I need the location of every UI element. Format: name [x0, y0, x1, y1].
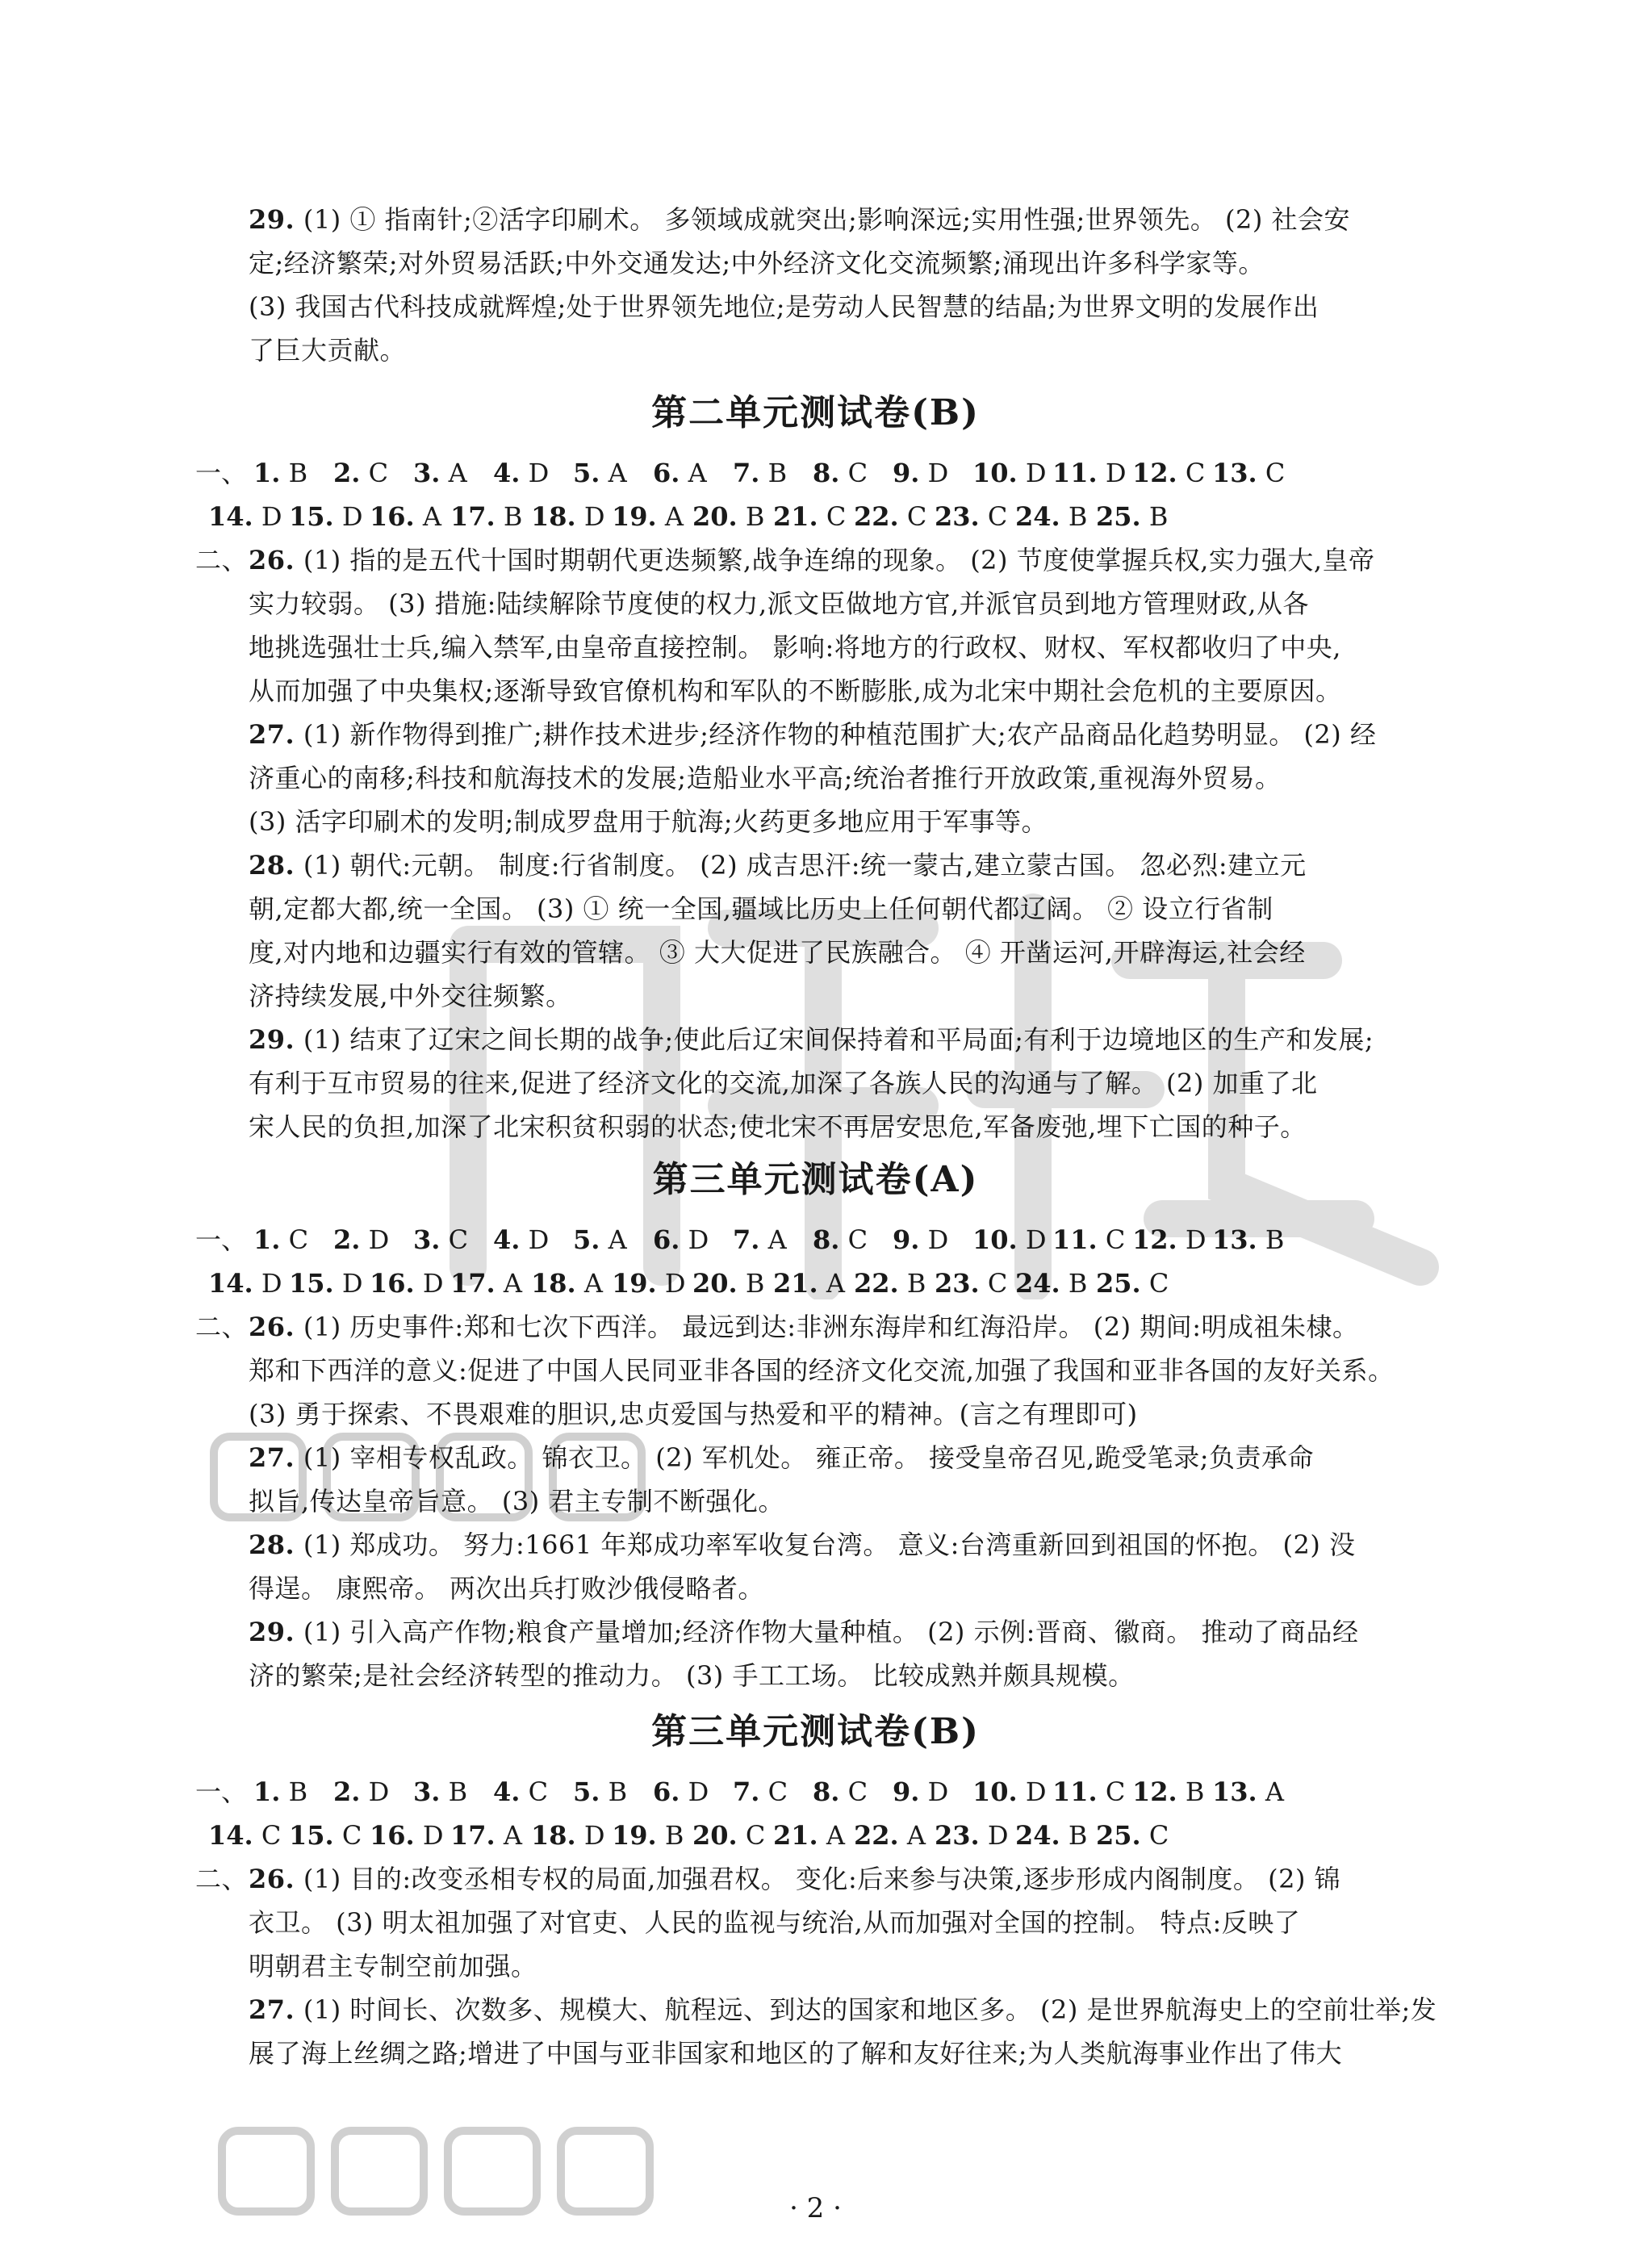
- mc-answer: 2. D: [333, 1224, 390, 1255]
- mc-answer: 20. C: [692, 1820, 766, 1851]
- mc-answer: 1. C: [253, 1224, 309, 1255]
- section-label: 一、: [195, 1224, 248, 1255]
- mc-answer: 1. B: [253, 458, 308, 488]
- mc-answer: 16. D: [370, 1820, 444, 1851]
- mc-answer: 7. C: [733, 1776, 788, 1807]
- mc-answer: 25. C: [1096, 1820, 1169, 1851]
- mc-answer: 14. C: [208, 1820, 282, 1851]
- u2b-q29-line-1: 29. (1) 结束了辽宋之间长期的战争;使此后辽宋间保持着和平局面;有利于边境地区的生产和发展;: [249, 1024, 1374, 1055]
- u2b-q27-line-3: (3) 活字印刷术的发明;制成罗盘用于航海;火药更多地应用于军事等。: [249, 806, 1048, 837]
- section-label: 一、: [195, 1776, 248, 1807]
- mc-answer: 4. D: [493, 458, 550, 488]
- mc-answer: 17. A: [450, 1820, 522, 1851]
- u3a-q28-line-1: 28. (1) 郑成功。 努力:1661 年郑成功率军收复台湾。 意义:台湾重新回到祖国的怀抱。 (2) 没: [249, 1529, 1356, 1560]
- mc-answer: 23. C: [935, 501, 1008, 532]
- u2b-q26-line-3: 地挑选强壮士兵,编入禁军,由皇帝直接控制。 影响:将地方的行政权、财权、军权都收归了中央,: [249, 632, 1341, 663]
- mc-answer: 14. D: [208, 501, 282, 532]
- mc-answer: 15. D: [289, 501, 363, 532]
- mc-answer: 5. A: [573, 458, 627, 488]
- u3a-q27-line-2: 拟旨,传达皇帝旨意。 (3) 君主专制不断强化。: [249, 1486, 784, 1517]
- mc-answer: 24. B: [1015, 501, 1088, 532]
- u2b-q26-line-1: 二、26. (1) 指的是五代十国时期朝代更迭频繁,战争连绵的现象。 (2) 节度使掌握兵权,实力强大,皇帝: [195, 545, 1375, 575]
- u3a-q26-line-3: (3) 勇于探索、不畏艰难的胆识,忠贞爱国与热爱和平的精神。(言之有理即可): [249, 1399, 1138, 1429]
- mc-answer: 18. A: [531, 1268, 603, 1299]
- mc-answer: 16. D: [370, 1268, 444, 1299]
- q29-prev-line-4: 了巨大贡献。: [249, 335, 407, 366]
- mc-answer: 21. A: [773, 1268, 845, 1299]
- u3a-q26-line-1: 二、26. (1) 历史事件:郑和七次下西洋。 最远到达:非洲东海岸和红海沿岸。 (2) 期间:明成祖朱棣。: [195, 1312, 1359, 1342]
- u3a-q29-line-2: 济的繁荣;是社会经济转型的推动力。 (3) 手工工场。 比较成熟并颇具规模。: [249, 1660, 1135, 1691]
- mc-answer: 11. C: [1052, 1776, 1126, 1807]
- q29-prev-line-1: 29. (1) ① 指南针;②活字印刷术。 多领域成就突出;影响深远;实用性强;世界领先。 (2) 社会安: [249, 204, 1350, 235]
- mc-row-2: [208, 1819, 1177, 1852]
- u3a-q27-line-1: 27. (1) 宰相专权乱政。 锦衣卫。 (2) 军机处。 雍正帝。 接受皇帝召见,跪受笔录;负责承命: [249, 1442, 1314, 1473]
- mc-answer: 21. A: [773, 1820, 845, 1851]
- u2b-q29-line-2: 有利于互市贸易的往来,促进了经济文化的交流,加深了各族人民的沟通与了解。 (2) 加重了北: [249, 1068, 1318, 1098]
- u2b-q27-line-2: 济重心的南移;科技和航海技术的发展;造船业水平高;统治者推行开放政策,重视海外贸易。: [249, 763, 1282, 793]
- mc-answer: 13. A: [1212, 1776, 1284, 1807]
- mc-row-1: [195, 1224, 1292, 1256]
- mc-answer: 24. B: [1015, 1820, 1088, 1851]
- mc-answer: 15. C: [289, 1820, 362, 1851]
- mc-answer: 11. C: [1052, 1224, 1126, 1255]
- mc-answer: 15. D: [289, 1268, 363, 1299]
- mc-answer: 19. D: [612, 1268, 686, 1299]
- mc-answer: 25. C: [1096, 1268, 1169, 1299]
- mc-answer: 1. B: [253, 1776, 308, 1807]
- mc-answer: 2. D: [333, 1776, 390, 1807]
- section-label: 一、: [195, 458, 248, 488]
- mc-answer: 24. B: [1015, 1268, 1088, 1299]
- mc-answer: 12. D: [1132, 1224, 1207, 1255]
- mc-answer: 14. D: [208, 1268, 282, 1299]
- mc-answer: 18. D: [531, 501, 605, 532]
- mc-answer: 4. D: [493, 1224, 550, 1255]
- u2b-q28-line-3: 度,对内地和边疆实行有效的管辖。 ③ 大大促进了民族融合。 ④ 开凿运河,开辟海运,社会经: [249, 937, 1306, 968]
- mc-answer: 19. B: [612, 1820, 684, 1851]
- mc-answer: 18. D: [531, 1820, 605, 1851]
- u3b-q27-line-1: 27. (1) 时间长、次数多、规模大、航程远、到达的国家和地区多。 (2) 是世界航海史上的空前壮举;发: [249, 1994, 1437, 2025]
- u2b-q27-line-1: 27. (1) 新作物得到推广;耕作技术进步;经济作物的种植范围扩大;农产品商品化趋势明显。 (2) 经: [249, 719, 1377, 750]
- mc-answer: 7. B: [733, 458, 788, 488]
- section-title-unit2b: 第二单元测试卷(B): [651, 392, 980, 433]
- mc-answer: 4. C: [493, 1776, 549, 1807]
- q29-prev-line-2: 定;经济繁荣;对外贸易活跃;中外交通发达;中外经济文化交流频繁;涌现出许多科学家等。: [249, 248, 1265, 278]
- mc-answer: 25. B: [1096, 501, 1169, 532]
- mc-answer: 7. A: [733, 1224, 787, 1255]
- page-number: · 2 ·: [789, 2192, 842, 2224]
- mc-answer: 17. A: [450, 1268, 522, 1299]
- mc-answer: 3. C: [413, 1224, 469, 1255]
- mc-answer: 9. D: [893, 1776, 949, 1807]
- mc-answer: 10. D: [972, 458, 1047, 488]
- mc-answer: 13. B: [1212, 1224, 1285, 1255]
- mc-answer: 12. C: [1132, 458, 1206, 488]
- mc-answer: 9. D: [893, 458, 949, 488]
- mc-answer: 22. A: [854, 1820, 926, 1851]
- mc-answer: 20. B: [692, 1268, 765, 1299]
- u2b-q29-line-3: 宋人民的负担,加深了北宋积贫积弱的状态;使北宋不再居安思危,军备废弛,埋下亡国的种子。: [249, 1111, 1307, 1142]
- mc-answer: 23. C: [935, 1268, 1008, 1299]
- mc-answer: 13. C: [1212, 458, 1286, 488]
- mc-answer: 6. A: [653, 458, 707, 488]
- u3b-q26-line-1: 二、26. (1) 目的:改变丞相专权的局面,加强君权。 变化:后来参与决策,逐步形成内阁制度。 (2) 锦: [195, 1864, 1341, 1894]
- u3a-q29-line-1: 29. (1) 引入高产作物;粮食产量增加;经济作物大量种植。 (2) 示例:晋商、徽商。 推动了商品经: [249, 1617, 1359, 1647]
- mc-answer: 20. B: [692, 501, 765, 532]
- mc-answer: 12. B: [1132, 1776, 1205, 1807]
- mc-answer: 23. D: [935, 1820, 1009, 1851]
- u3b-q27-line-2: 展了海上丝绸之路;增进了中国与亚非国家和地区的了解和友好往来;为人类航海事业作出了伟大: [249, 2038, 1343, 2069]
- u2b-q26-line-2: 实力较弱。 (3) 措施:陆续解除节度使的权力,派文臣做地方官,并派官员到地方管理财政,从各: [249, 588, 1309, 619]
- mc-answer: 6. D: [653, 1776, 709, 1807]
- mc-row-1: [195, 1776, 1292, 1808]
- mc-answer: 10. D: [972, 1224, 1047, 1255]
- mc-answer: 17. B: [450, 501, 523, 532]
- mc-answer: 19. A: [612, 501, 684, 532]
- mc-row-2: [208, 1267, 1177, 1299]
- q29-prev-line-3: (3) 我国古代科技成就辉煌;处于世界领先地位;是劳动人民智慧的结晶;为世界文明的发展作出: [249, 291, 1319, 322]
- mc-row-2: [208, 500, 1177, 533]
- u2b-q28-line-4: 济持续发展,中外交往频繁。: [249, 981, 572, 1011]
- mc-answer: 6. D: [653, 1224, 709, 1255]
- section-title-unit3a: 第三单元测试卷(A): [652, 1159, 979, 1200]
- mc-answer: 9. D: [893, 1224, 949, 1255]
- mc-answer: 8. C: [813, 1224, 868, 1255]
- mc-answer: 10. D: [972, 1776, 1047, 1807]
- u3b-q26-line-2: 衣卫。 (3) 明太祖加强了对官吏、人民的监视与统治,从而加强对全国的控制。 特点:反映了: [249, 1907, 1301, 1938]
- mc-answer: 2. C: [333, 458, 389, 488]
- u2b-q28-line-2: 朝,定都大都,统一全国。 (3) ① 统一全国,疆域比历史上任何朝代都辽阔。 ② 设立行省制: [249, 893, 1273, 924]
- u3a-q26-line-2: 郑和下西洋的意义:促进了中国人民同亚非各国的经济文化交流,加强了我国和亚非各国的友好关系。: [249, 1355, 1395, 1386]
- section-title-unit3b: 第三单元测试卷(B): [651, 1711, 980, 1752]
- mc-answer: 22. B: [854, 1268, 926, 1299]
- mc-answer: 22. C: [854, 501, 927, 532]
- mc-answer: 21. C: [773, 501, 847, 532]
- mc-answer: 16. A: [370, 501, 441, 532]
- u2b-q26-line-4: 从而加强了中央集权;逐渐导致官僚机构和军队的不断膨胀,成为北宋中期社会危机的主要原因。: [249, 676, 1342, 706]
- mc-row-1: [195, 457, 1292, 489]
- mc-answer: 11. D: [1052, 458, 1127, 488]
- mc-answer: 5. B: [573, 1776, 628, 1807]
- mc-answer: 5. A: [573, 1224, 627, 1255]
- u3b-q26-line-3: 明朝君主专制空前加强。: [249, 1951, 537, 1981]
- u2b-q28-line-1: 28. (1) 朝代:元朝。 制度:行省制度。 (2) 成吉思汗:统一蒙古,建立蒙古国。 忽必烈:建立元: [249, 850, 1307, 881]
- u3a-q28-line-2: 得逞。 康熙帝。 两次出兵打败沙俄侵略者。: [249, 1573, 764, 1604]
- mc-answer: 3. B: [413, 1776, 468, 1807]
- mc-answer: 3. A: [413, 458, 467, 488]
- mc-answer: 8. C: [813, 458, 868, 488]
- mc-answer: 8. C: [813, 1776, 868, 1807]
